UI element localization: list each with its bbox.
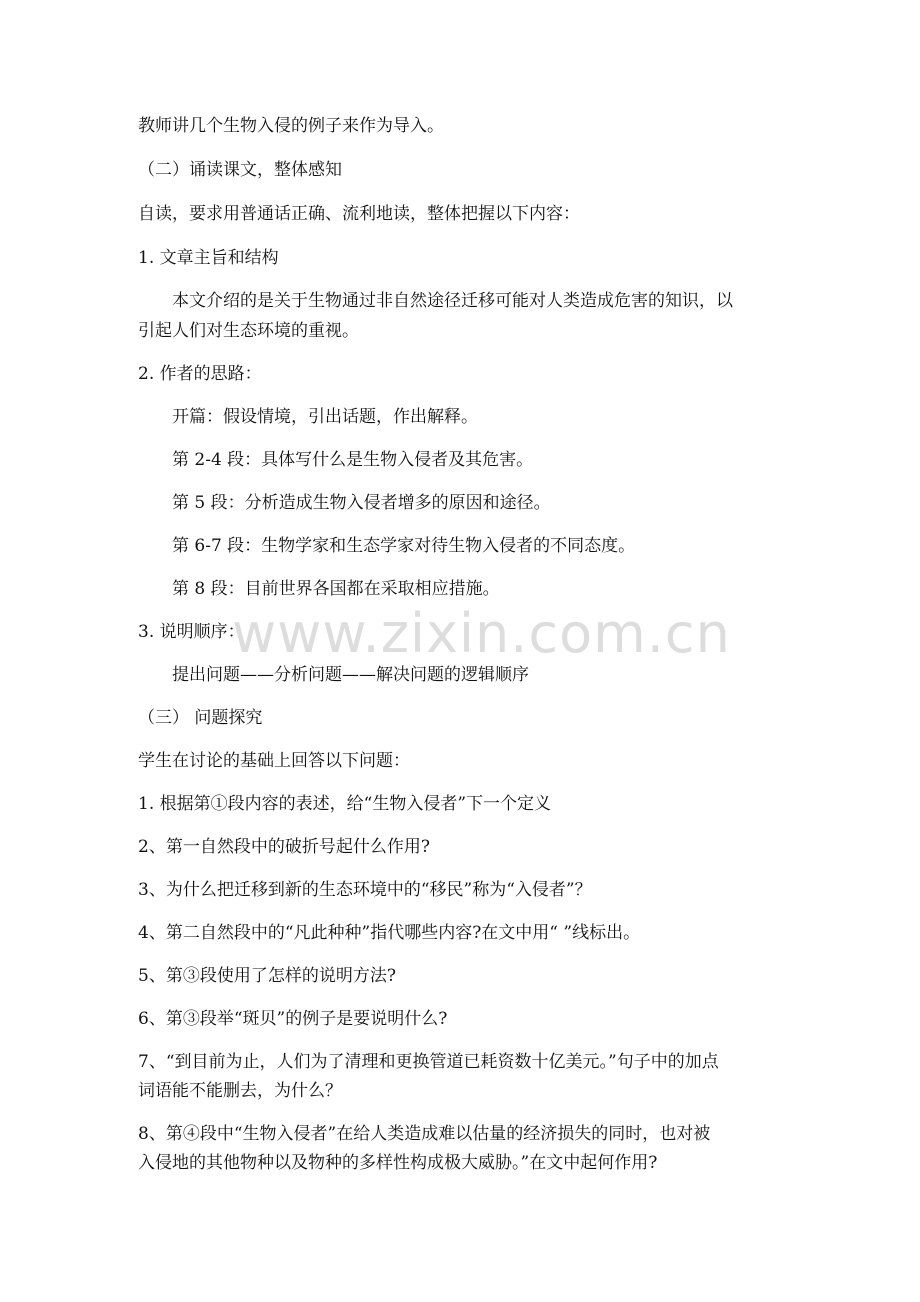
summary-line-2: 引起人们对生态环境的重视。 — [138, 321, 359, 341]
reading-instruction: 自读，要求用普通话正确、流利地读，整体把握以下内容： — [138, 204, 580, 224]
discussion-intro: 学生在讨论的基础上回答以下问题： — [138, 751, 410, 771]
item-2-heading: 2. 作者的思路： — [138, 364, 262, 384]
outline-para-5: 第 5 段：分析造成生物入侵者增多的原因和途径。 — [172, 493, 551, 513]
item-1-heading: 1. 文章主旨和结构 — [138, 248, 279, 268]
outline-para-2-4: 第 2-4 段：具体写什么是生物入侵者及其危害。 — [172, 450, 534, 470]
question-2: 2、第一自然段中的破折号起什么作用? — [138, 837, 430, 857]
item-3-heading: 3. 说明顺序： — [138, 622, 245, 642]
question-1: 1. 根据第①段内容的表述，给“生物入侵者”下一个定义 — [138, 794, 552, 814]
question-6: 6、第③段举“斑贝”的例子是要说明什么? — [138, 1009, 448, 1029]
summary-line-1: 本文介绍的是关于生物通过非自然途径迁移可能对人类造成危害的知识，以 — [172, 291, 733, 311]
outline-para-6-7: 第 6-7 段：生物学家和生态学家对待生物入侵者的不同态度。 — [172, 536, 636, 556]
question-8-line-1: 8、第④段中“生物入侵者”在给人类造成难以估量的经济损失的同时，也对被 — [138, 1124, 711, 1144]
intro-line: 教师讲几个生物入侵的例子来作为导入。 — [138, 116, 444, 136]
explanation-order: 提出问题——分析问题——解决问题的逻辑顺序 — [172, 665, 529, 685]
question-4: 4、第二自然段中的“凡此种种”指代哪些内容?在文中用“ ”线标出。 — [138, 923, 641, 943]
question-7-line-2: 词语能不能删去，为什么？ — [138, 1081, 342, 1101]
section-heading-3: （三） 问题探究 — [138, 708, 263, 728]
watermark: www.zixin.com.cn — [232, 602, 731, 665]
outline-para-8: 第 8 段：目前世界各国都在采取相应措施。 — [172, 579, 500, 599]
question-7-line-1: 7、“到目前为止，人们为了清理和更换管道已耗资数十亿美元。”句子中的加点 — [138, 1052, 719, 1072]
question-3: 3、为什么把迁移到新的生态环境中的“移民”称为“入侵者”？ — [138, 880, 592, 900]
question-5: 5、第③段使用了怎样的说明方法? — [138, 966, 396, 986]
section-heading-2: （二）诵读课文，整体感知 — [138, 160, 342, 180]
question-8-line-2: 入侵地的其他物种以及物种的多样性构成极大威胁。”在文中起何作用? — [138, 1153, 658, 1173]
outline-opening: 开篇：假设情境，引出话题，作出解释。 — [172, 407, 478, 427]
